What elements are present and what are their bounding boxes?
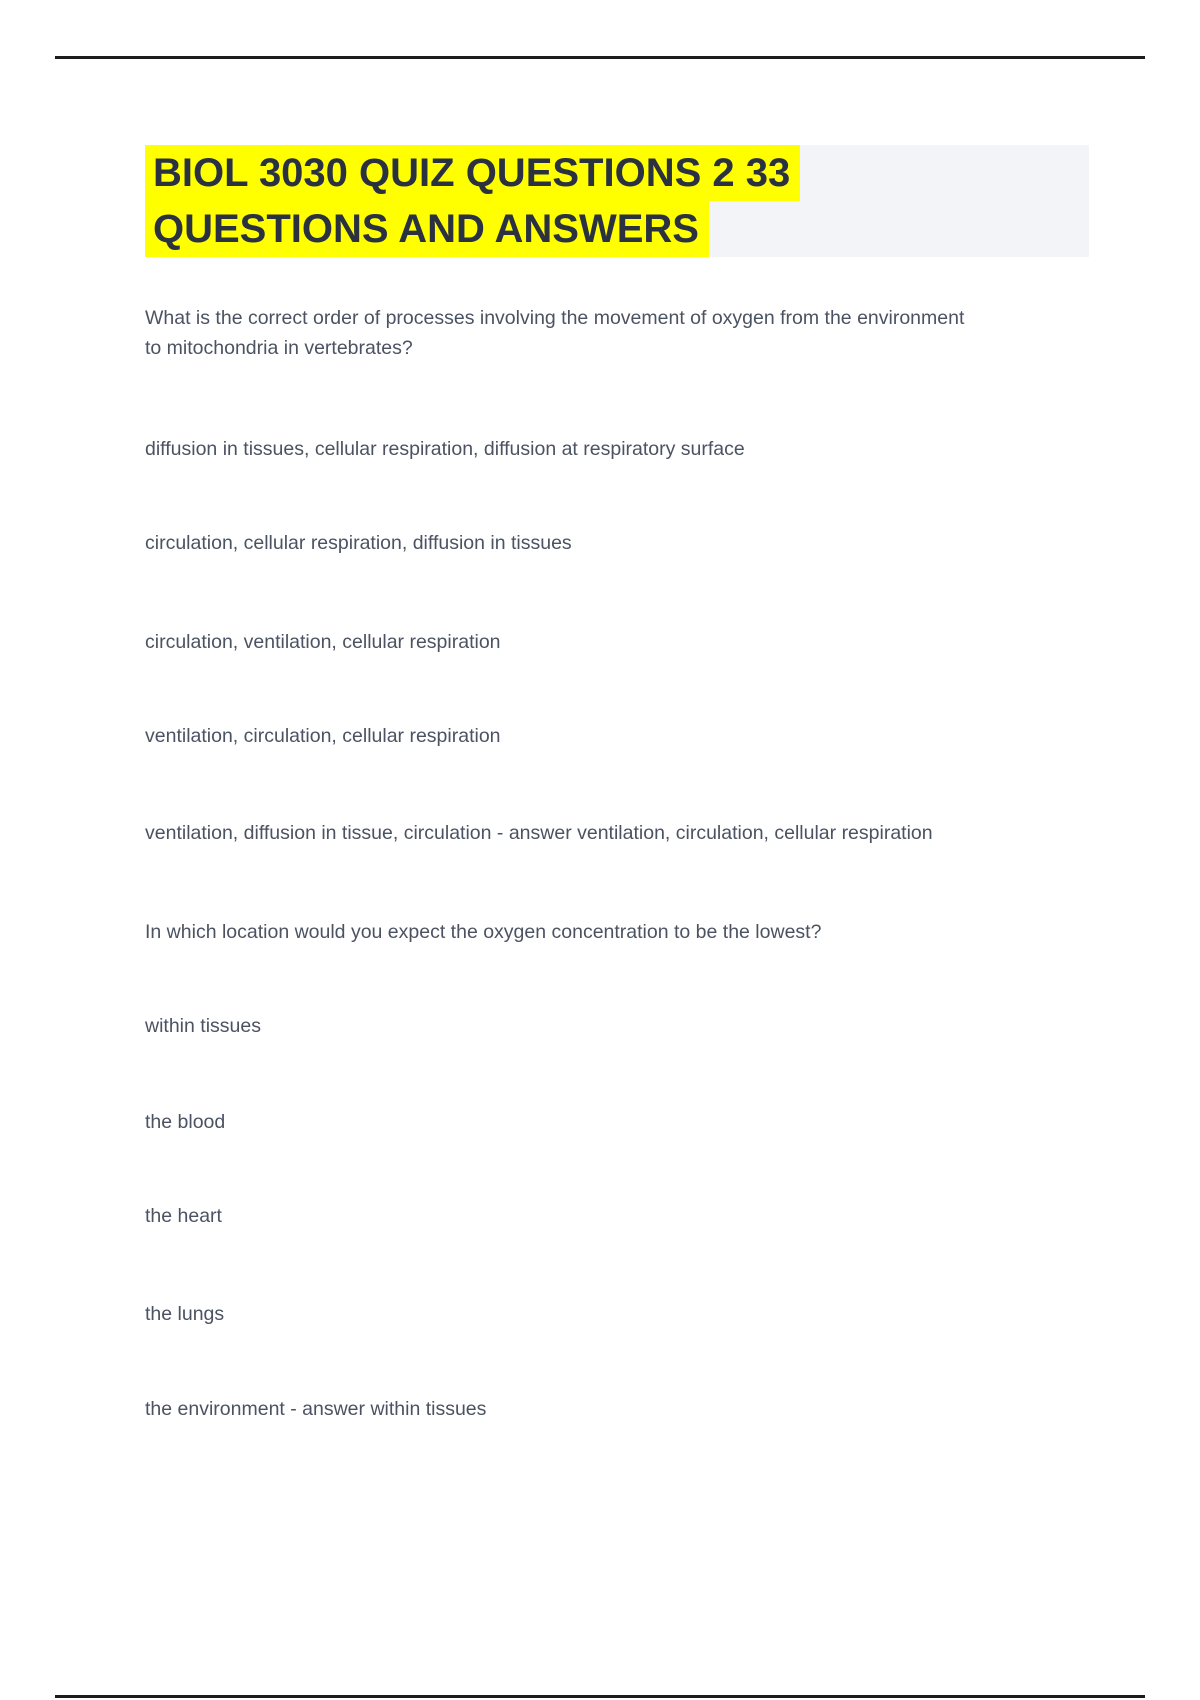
question-1-option-2: circulation, cellular respiration, diffusion in tissues [145,532,572,554]
page-title-highlight-1: BIOL 3030 QUIZ QUESTIONS 2 33 [145,145,800,201]
page-title-highlight-2: QUESTIONS AND ANSWERS [145,201,709,257]
question-1-answer-line: ventilation, diffusion in tissue, circulation - answer ventilation, circulation, cellular respiration [145,822,933,844]
question-1-option-3: circulation, ventilation, cellular respiration [145,631,501,653]
question-2-option-2: the blood [145,1111,226,1133]
title-block [145,145,1089,257]
question-1-text-line-1: What is the correct order of processes involving the movement of oxygen from the environment [145,307,965,329]
question-1-option-4: ventilation, circulation, cellular respiration [145,725,501,747]
question-2-answer-line: the environment - answer within tissues [145,1398,487,1420]
question-1-text-line-2: to mitochondria in vertebrates? [145,337,413,359]
page-title-line-2 [145,201,1089,257]
question-2-option-1: within tissues [145,1015,261,1037]
top-rule [55,56,1145,59]
question-1-option-1: diffusion in tissues, cellular respiration, diffusion at respiratory surface [145,438,745,460]
question-2-text-line-1: In which location would you expect the oxygen concentration to be the lowest? [145,921,822,943]
question-2-option-3: the heart [145,1205,222,1227]
question-2-option-4: the lungs [145,1303,225,1325]
bottom-rule [55,1695,1145,1698]
page-title-line-1 [145,145,1089,201]
